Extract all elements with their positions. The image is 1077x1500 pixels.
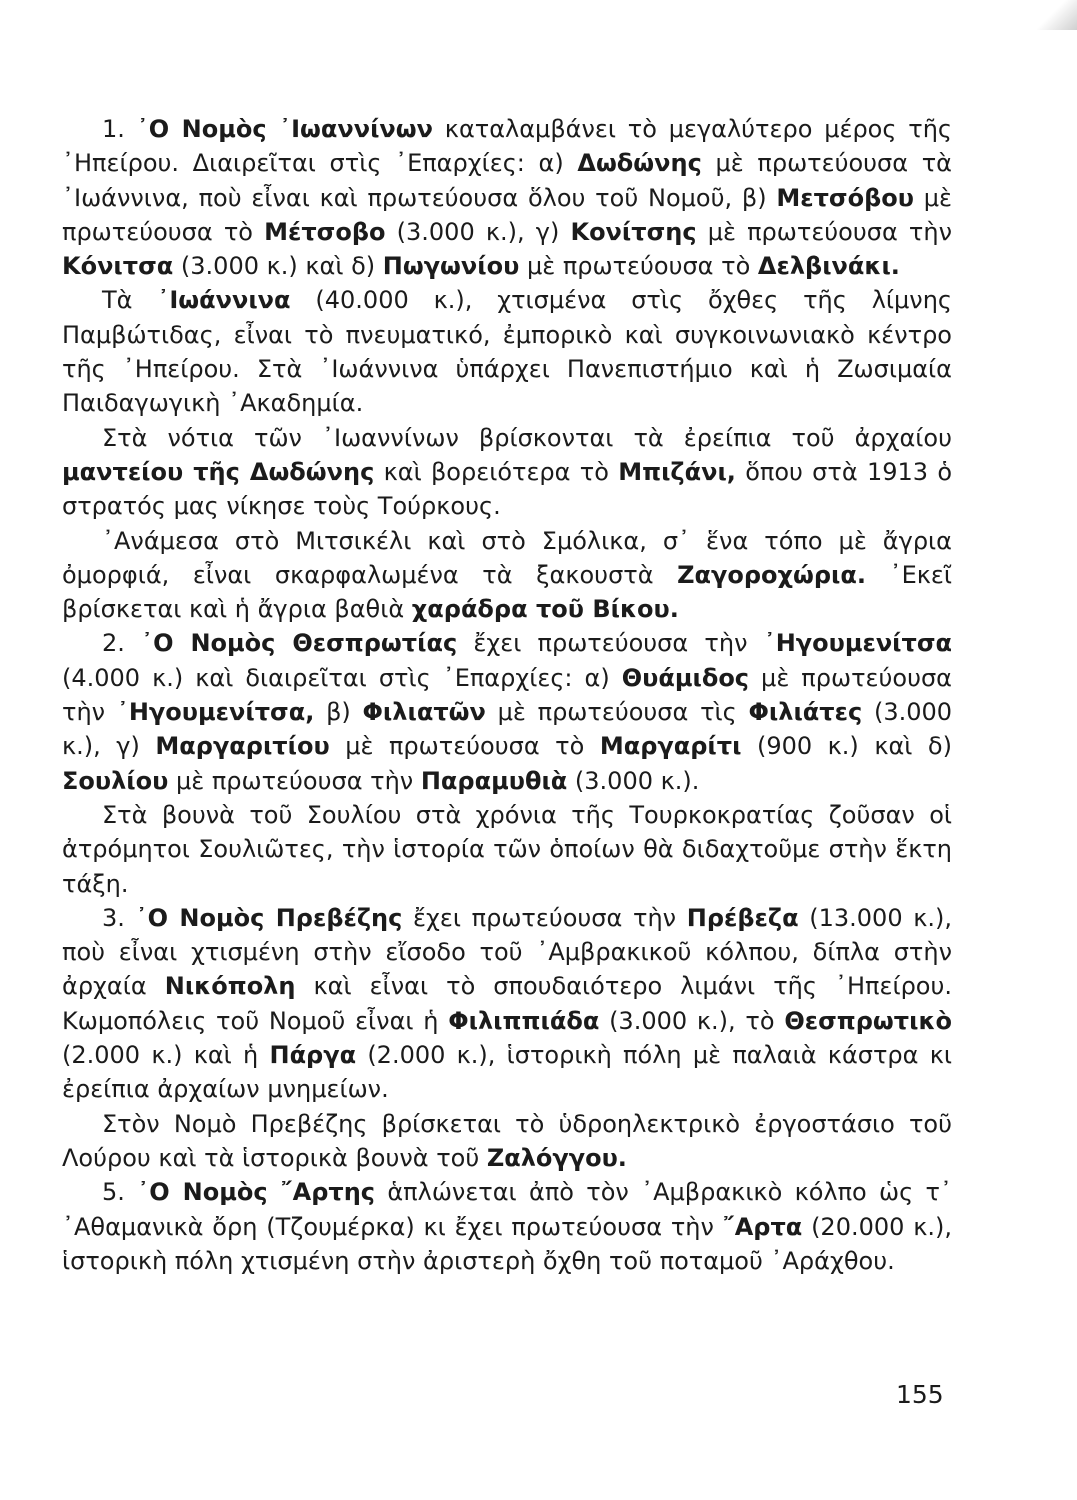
text-run: μὲ πρωτεύουσα τὶς	[485, 698, 749, 727]
bold-term: Νικόπολη	[164, 972, 296, 1001]
bold-term: μαντείου τῆς Δωδώνης	[62, 457, 375, 486]
text-run: μὲ πρωτεύουσα τὴν	[168, 766, 421, 795]
paragraph-ioannina-city	[62, 283, 952, 420]
page-corner-shadow	[1037, 0, 1077, 30]
bold-term: Μπιζάνι,	[618, 457, 736, 486]
bold-term: Φιλιππιάδα	[448, 1006, 600, 1035]
text-run: Τὰ	[102, 286, 158, 315]
bold-term: Κόνιτσα	[62, 252, 174, 281]
text-run: μὲ πρωτεύουσα τὸ	[519, 252, 758, 281]
bold-term: Σουλίου	[62, 766, 169, 795]
bold-term: Φιλιατῶν	[362, 698, 486, 727]
text-run: μὲ πρωτεύουσα τὰ ᾽Ιωάννινα, ποὺ εἶναι καὶ πρωτεύουσα ὅλου τοῦ Νομοῦ, β)	[62, 149, 953, 212]
bold-term: Φιλιάτες	[748, 698, 863, 727]
text-run: καὶ βορειότερα τὸ	[374, 457, 619, 486]
bold-term: ᾽Ηγουμενίτσα,	[116, 698, 315, 727]
text-run: Στὰ νότια τῶν ᾽Ιωαννίνων βρίσκονται τὰ ἐρείπια τοῦ ἀρχαίου	[102, 423, 952, 452]
bold-term: Παραμυθιὰ	[420, 766, 568, 795]
bold-term: ᾽Ηγουμενίτσα	[763, 629, 953, 658]
text-run: 3.	[102, 903, 136, 932]
paragraph-souli	[62, 798, 952, 901]
text-run: (900 κ.) καὶ δ)	[741, 732, 952, 761]
paragraph-nomos-artis	[62, 1175, 952, 1278]
text-run: 5.	[102, 1178, 138, 1207]
text-run: (3.000 κ.).	[567, 766, 700, 795]
text-run: μὲ πρωτεύουσα τὸ	[329, 732, 600, 761]
bold-term: Δωδώνης	[577, 149, 702, 178]
bold-term: ᾽Ο Νομὸς Θεσπρωτίας	[141, 629, 458, 658]
text-run: (4.000 κ.) καὶ διαιρεῖται στὶς ᾽Επαρχίες: α)	[62, 663, 622, 692]
text-run: μὲ πρωτεύουσα τὴν	[62, 663, 952, 727]
bold-term: Θυάμιδος	[621, 663, 750, 692]
text-run: (3.000 κ.), τὸ	[599, 1006, 785, 1035]
text-run: Στὸν Νομὸ Πρεβέζης βρίσκεται τὸ ὑδροηλεκτρικὸ ἐργοστάσιο τοῦ Λούρου καὶ τὰ ἱστορικὰ βουνὰ τοῦ	[62, 1109, 952, 1172]
bold-term: Δελβινάκι.	[757, 252, 900, 281]
paragraph-nomos-prevezis	[62, 901, 952, 1107]
text-run: 1.	[102, 115, 137, 143]
text-run: καὶ εἶναι τὸ σπουδαιότερο λιμάνι τῆς ᾽Ηπείρου. Κωμοπόλεις τοῦ Νομοῦ εἶναι ἡ	[62, 972, 953, 1035]
text-run: ᾽Ανάμεσα στὸ Μιτσικέλι καὶ στὸ Σμόλικα, σ᾽ ἕνα τόπο μὲ ἄγρια ὀμορφιά, εἶναι σκαρφαλωμένα τὰ ξακουστὰ	[62, 526, 952, 589]
text-run: ᾽Εκεῖ βρίσκεται καὶ ἡ ἄγρια βαθιὰ	[62, 560, 953, 624]
text-run: ὅπου στὰ 1913 ὁ στρατός μας νίκησε τοὺς Τούρκους.	[62, 457, 953, 521]
text-run: Στὰ βουνὰ τοῦ Σουλίου στὰ χρόνια τῆς Τουρκοκρατίας ζοῦσαν οἱ ἀτρόμητοι Σουλιῶτες, τὴν ἱστορία τῶν ὁποίων θὰ διδαχτοῦμε στὴν ἕκτη τάξη.	[62, 800, 952, 898]
bold-term: Πάργα	[269, 1041, 357, 1070]
paragraph-zalongo	[62, 1107, 952, 1176]
text-run: 2.	[102, 629, 142, 658]
bold-term: Ζαλόγγου.	[486, 1143, 627, 1172]
paragraph-nomos-thesprotias	[62, 626, 952, 797]
text-run: μὲ πρωτεύουσα τὸ	[62, 183, 952, 246]
text-run: (2.000 κ.), ἱστορικὴ πόλη μὲ παλαιὰ κάστρα κι ἐρείπια ἀρχαίων μνημείων.	[62, 1041, 952, 1104]
text-run: (13.000 κ.), ποὺ εἶναι χτισμένη στὴν εἴσοδο τοῦ ᾽Αμβρακικοῦ κόλπου, δίπλα στὴν ἀρχαία	[62, 903, 953, 1001]
bold-term: Μαργαρίτι	[599, 732, 742, 761]
paragraph-nomos-ioanninon	[62, 112, 952, 283]
bold-term: Μέτσοβο	[264, 217, 386, 246]
text-run: (40.000 κ.), χτισμένα στὶς ὄχθες τῆς λίμνης Παμβώτιδας, εἶναι τὸ πνευματικό, ἐμπορικὸ καὶ συγκοινωνιακὸ κέντρο τῆς ᾽Ηπείρου. Στὰ ᾽Ιωάννινα ὑπάρχει Πανεπιστήμιο καὶ ἡ Ζωσιμαία Παιδαγωγικὴ ᾽Ακαδημία.	[62, 286, 953, 418]
text-run: (3.000 κ.), γ)	[62, 698, 953, 761]
text-run: μὲ πρωτεύουσα τὴν	[696, 217, 952, 246]
paragraph-zagorochoria	[62, 524, 952, 627]
text-run: ἁπλώνεται ἀπὸ τὸν ᾽Αμβρακικὸ κόλπο ὡς τ᾽ ᾽Αθαμανικὰ ὄρη (Τζουμέρκα) κι ἔχει πρωτεύουσα τὴν	[62, 1178, 952, 1241]
bold-term: Μετσόβου	[776, 183, 914, 212]
text-run: (20.000 κ.), ἱστορικὴ πόλη χτισμένη στὴν ἀριστερὴ ὄχθη τοῦ ποταμοῦ ᾽Αράχθου.	[62, 1212, 952, 1275]
text-run: ἔχει πρωτεύουσα τὴν	[402, 903, 687, 932]
bold-term: ᾽Ιωάννινα	[157, 286, 291, 315]
paragraph-dodona	[62, 421, 952, 524]
bold-term: Κονίτσης	[570, 217, 697, 246]
text-run: β)	[314, 698, 363, 727]
bold-term: Μαργαριτίου	[155, 732, 330, 761]
text-run: ἔχει πρωτεύουσα τὴν	[457, 629, 764, 658]
text-run: (3.000 κ.), γ)	[385, 217, 571, 246]
bold-term: ῎Αρτα	[722, 1212, 803, 1241]
text-run: (2.000 κ.) καὶ ἡ	[62, 1041, 270, 1070]
bold-term: ᾽Ο Νομὸς ᾽Ιωαννίνων	[136, 115, 433, 143]
bold-term: Ζαγοροχώρια.	[677, 560, 867, 589]
bold-term: ᾽Ο Νομὸς Πρεβέζης	[135, 903, 403, 932]
text-run: καταλαμβάνει τὸ μεγαλύτερο μέρος τῆς ᾽Ηπείρου. Διαιρεῖται στὶς ᾽Επαρχίες: α)	[62, 115, 952, 178]
page-number: 155	[896, 1380, 944, 1409]
bold-term: χαράδρα τοῦ Βίκου.	[411, 595, 679, 624]
bold-term: Πρέβεζα	[686, 903, 799, 932]
bold-term: Πωγωνίου	[382, 252, 520, 281]
bold-term: ᾽Ο Νομὸς ῎Αρτης	[137, 1178, 376, 1207]
text-run: (3.000 κ.) καὶ δ)	[173, 252, 383, 281]
bold-term: Θεσπρωτικὸ	[784, 1006, 952, 1035]
page-body	[62, 112, 952, 1278]
